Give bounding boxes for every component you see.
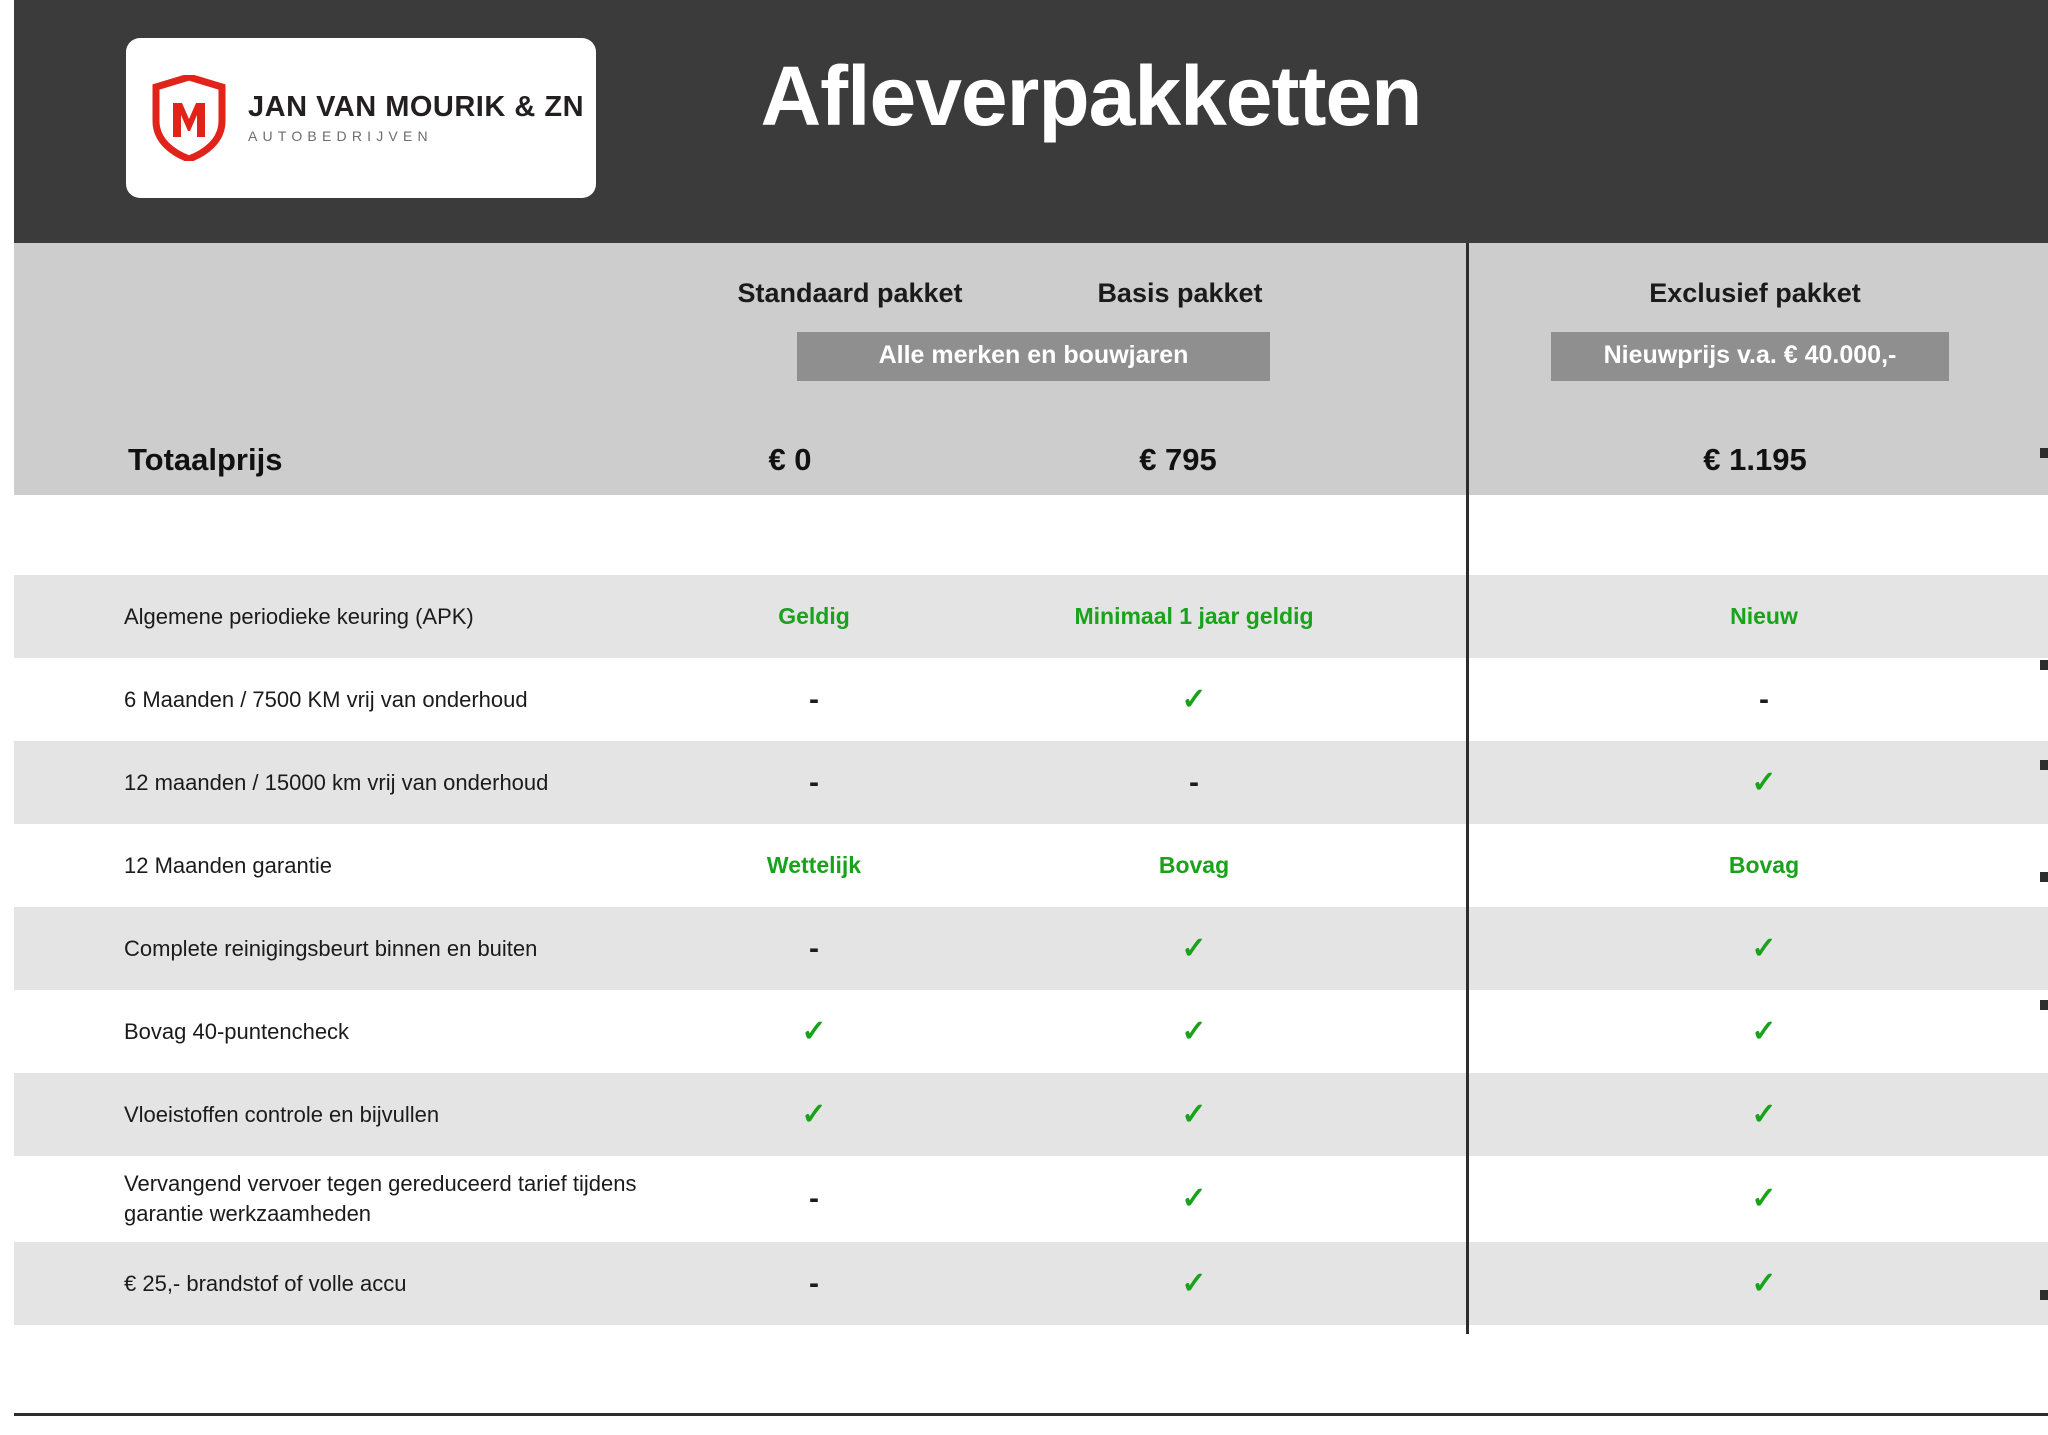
totaalprijs-label: Totaalprijs	[128, 442, 283, 477]
logo-tagline: AUTOBEDRIJVEN	[248, 128, 433, 145]
cell-basis: ✓	[1181, 1097, 1207, 1131]
page-edge-left	[0, 0, 14, 1435]
cell-basis: ✓	[1181, 682, 1207, 716]
edge-tick	[2040, 1290, 2048, 1300]
cell-exclusief: ✓	[1751, 765, 1777, 799]
table-row	[14, 907, 2048, 990]
price-basis: € 795	[1139, 442, 1217, 477]
edge-tick	[2040, 660, 2048, 670]
logo-company-name: JAN VAN MOURIK & ZN	[248, 90, 585, 123]
table-row	[14, 1242, 2048, 1325]
column-divider	[1466, 243, 1469, 1413]
cell-basis: Minimaal 1 jaar geldig	[1074, 603, 1314, 629]
cell-basis: ✓	[1181, 1266, 1207, 1300]
spacer-row	[14, 495, 2048, 575]
cell-basis: ✓	[1181, 1182, 1207, 1215]
row-label: Vervangend vervoer tegen gereduceerd tarief tijdens garantie werkzaamheden	[124, 1171, 637, 1226]
cell-standaard: -	[809, 931, 819, 965]
cell-exclusief: ✓	[1751, 1097, 1777, 1131]
table-row	[14, 1073, 2048, 1156]
edge-tick	[2040, 760, 2048, 770]
column-header-standaard: Standaard pakket	[737, 278, 963, 308]
cell-exclusief: Bovag	[1728, 852, 1800, 878]
cell-basis: Bovag	[1158, 852, 1230, 878]
cell-basis: ✓	[1181, 931, 1207, 965]
price-exclusief: € 1.195	[1703, 442, 1807, 477]
table-row	[14, 658, 2048, 741]
column-header-exclusief: Exclusief pakket	[1649, 278, 1861, 308]
row-label: Bovag 40-puntencheck	[124, 1018, 350, 1044]
cell-standaard: Wettelijk	[766, 852, 862, 878]
edge-tick	[2040, 1000, 2048, 1010]
cell-exclusief: ✓	[1751, 931, 1777, 965]
row-label: Algemene periodieke keuring (APK)	[124, 603, 474, 629]
cell-exclusief: ✓	[1751, 1266, 1777, 1300]
edge-tick	[2040, 448, 2048, 458]
cell-standaard: ✓	[801, 1097, 827, 1131]
cell-standaard: -	[809, 1266, 819, 1300]
table-row	[14, 824, 2048, 907]
cell-standaard: -	[809, 682, 819, 716]
page-title: Afleverpakketten	[760, 49, 1422, 143]
row-label: Vloeistoffen controle en bijvullen	[124, 1101, 440, 1127]
cell-exclusief: ✓	[1751, 1014, 1777, 1048]
cell-standaard: -	[809, 1182, 819, 1215]
badge-alle-merken: Alle merken en bouwjaren	[797, 332, 1270, 381]
row-label: 12 Maanden garantie	[124, 852, 332, 878]
cell-exclusief: Nieuw	[1730, 603, 1798, 629]
row-label: Complete reinigingsbeurt binnen en buiten	[124, 935, 538, 961]
table-row	[14, 741, 2048, 824]
edge-tick	[2040, 872, 2048, 882]
cell-exclusief: ✓	[1751, 1182, 1777, 1215]
row-label: 12 maanden / 15000 km vrij van onderhoud	[124, 769, 549, 795]
row-label: 6 Maanden / 7500 KM vrij van onderhoud	[124, 686, 528, 712]
feature-rows	[14, 575, 2048, 1325]
cell-basis: -	[1189, 765, 1199, 799]
cell-standaard: ✓	[801, 1014, 827, 1048]
table-row	[14, 1156, 2048, 1242]
badge-nieuwprijs: Nieuwprijs v.a. € 40.000,-	[1551, 332, 1949, 381]
price-standaard: € 0	[768, 442, 812, 477]
cell-standaard: Geldig	[778, 603, 850, 629]
table-row	[14, 990, 2048, 1073]
cell-standaard: -	[809, 765, 819, 799]
cell-basis: ✓	[1181, 1014, 1207, 1048]
cell-exclusief: -	[1759, 682, 1769, 716]
bottom-rule	[14, 1413, 2048, 1416]
document-header	[14, 0, 2048, 243]
table-row	[14, 575, 2048, 658]
row-label: € 25,- brandstof of volle accu	[124, 1270, 407, 1296]
column-header-basis: Basis pakket	[1097, 278, 1263, 308]
bottom-spacer	[14, 1334, 2048, 1414]
